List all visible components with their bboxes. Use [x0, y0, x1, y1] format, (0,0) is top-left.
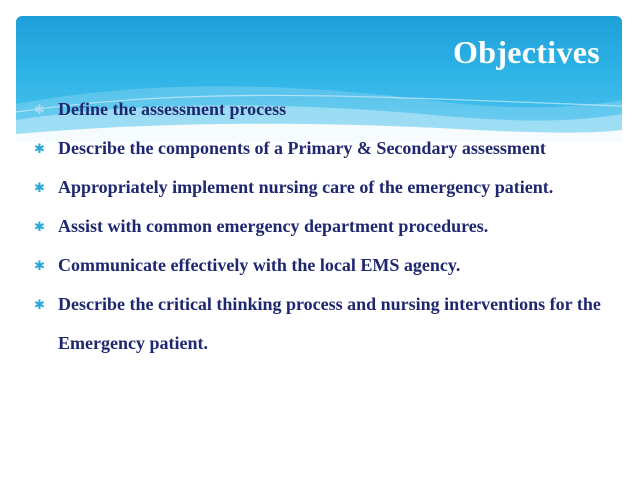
asterisk-bullet-icon: ✱	[34, 141, 45, 156]
asterisk-bullet-icon: ✱	[34, 297, 45, 312]
bullet-text: Assist with common emergency department procedures.	[58, 216, 489, 236]
list-item	[34, 168, 604, 207]
asterisk-bullet-icon: ✱	[34, 180, 45, 195]
slide-title: Objectives	[453, 34, 600, 70]
bullet-text: Define the assessment process	[58, 99, 287, 119]
objectives-list	[34, 90, 604, 363]
bullet-text: Appropriately implement nursing care of the emergency patient.	[58, 177, 554, 197]
list-item	[34, 129, 604, 168]
list-item	[34, 285, 604, 363]
asterisk-bullet-icon: ✱	[34, 258, 45, 273]
bullet-text: Describe the components of a Primary & Secondary assessment	[58, 138, 546, 158]
asterisk-bullet-icon: ✱	[34, 219, 45, 234]
bullet-text: Describe the critical thinking process and nursing interventions for the Emergency patient.	[58, 294, 601, 353]
list-item	[34, 90, 604, 129]
list-item	[34, 246, 604, 285]
list-item	[34, 207, 604, 246]
bullet-text: Communicate effectively with the local EMS agency.	[58, 255, 461, 275]
asterisk-bullet-icon: ✱	[34, 102, 45, 117]
